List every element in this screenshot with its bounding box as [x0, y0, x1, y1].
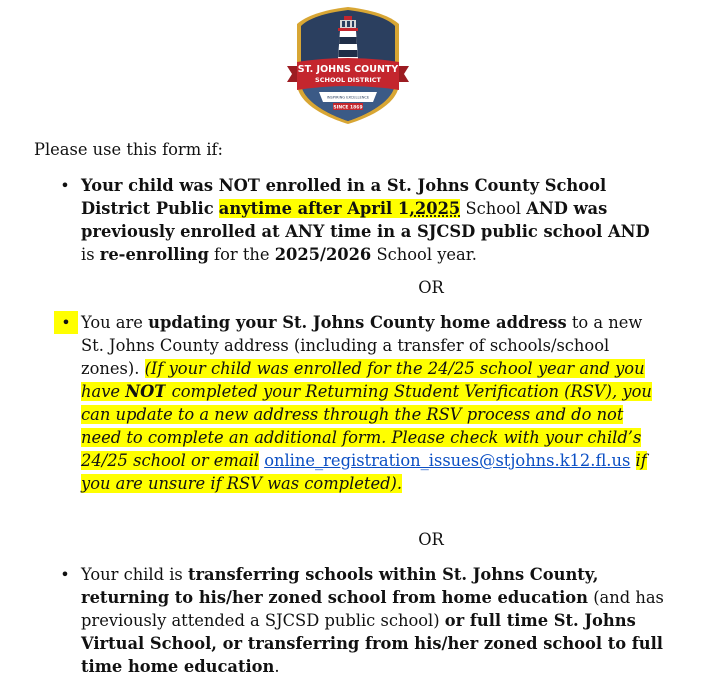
item1-text-g: 2025/2026: [274, 245, 372, 264]
item2-note-c: if you are unsure if RSV was completed).: [81, 451, 647, 493]
district-logo: [283, 4, 413, 124]
list-item-2: [81, 311, 667, 495]
logo-since: SINCE 1869: [333, 105, 363, 111]
item2-text-a: You are: [81, 313, 143, 332]
item3-text-b: transferring schools within St. Johns County, returning to his/her zoned school from home education: [81, 565, 599, 607]
item1-text-a: Your child was NOT enrolled in a St. Johns County School District Public: [81, 176, 607, 218]
item2-note-b: completed your Returning Student Verification (RSV), you can update to a new address through the RSV process and do not need to complete an additional form. Please check with your child’s 24/25 school or email: [81, 382, 652, 470]
list-item-3: [81, 563, 667, 678]
logo-banner: [287, 58, 409, 90]
bullet-marker-3: •: [60, 565, 70, 584]
item1-text-b: School: [465, 199, 522, 218]
or-separator-1: OR: [418, 278, 444, 297]
item2-text-c: to a new St. Johns County address (including a transfer of schools/school zones).: [81, 313, 643, 378]
or-separator-2: OR: [418, 530, 444, 549]
item1-text-e: re-enrolling: [99, 245, 209, 264]
logo-motto: INSPIRING EXCELLENCE: [326, 95, 370, 100]
logo-bottom-text: SCHOOL DISTRICT: [315, 76, 381, 84]
item2-note-a: (If your child was enrolled for the 24/25 school year and you have: [81, 359, 645, 401]
item2-note-not: NOT: [125, 382, 167, 401]
item1-year: 2025: [414, 199, 461, 218]
item1-text-c: AND was previously enrolled at ANY time in a SJCSD public school AND: [81, 199, 650, 241]
bullet-marker-2: •: [54, 311, 78, 334]
item3-text-c: (and has previously attended a SJCSD public school): [81, 588, 664, 630]
item1-date-highlight: anytime after April 1,: [218, 199, 415, 218]
bullet-marker-1: •: [60, 176, 70, 195]
item2-text-b: updating your St. Johns County home address: [148, 313, 567, 332]
item3-text-a: Your child is: [81, 565, 183, 584]
item1-text-h: School year.: [376, 245, 477, 264]
item3-text-e: .: [274, 657, 280, 676]
intro-text: Please use this form if:: [34, 140, 224, 159]
item1-text-d: is: [81, 245, 95, 264]
logo-top-text: ST. JOHNS COUNTY: [297, 64, 399, 75]
registration-email-link[interactable]: online_registration_issues@stjohns.k12.fl.us: [264, 451, 631, 470]
item3-text-d: or full time St. Johns Virtual School, or transferring from his/her zoned school to full time home education: [81, 611, 663, 676]
item1-text-f: for the: [214, 245, 270, 264]
list-item-1: [81, 174, 667, 266]
